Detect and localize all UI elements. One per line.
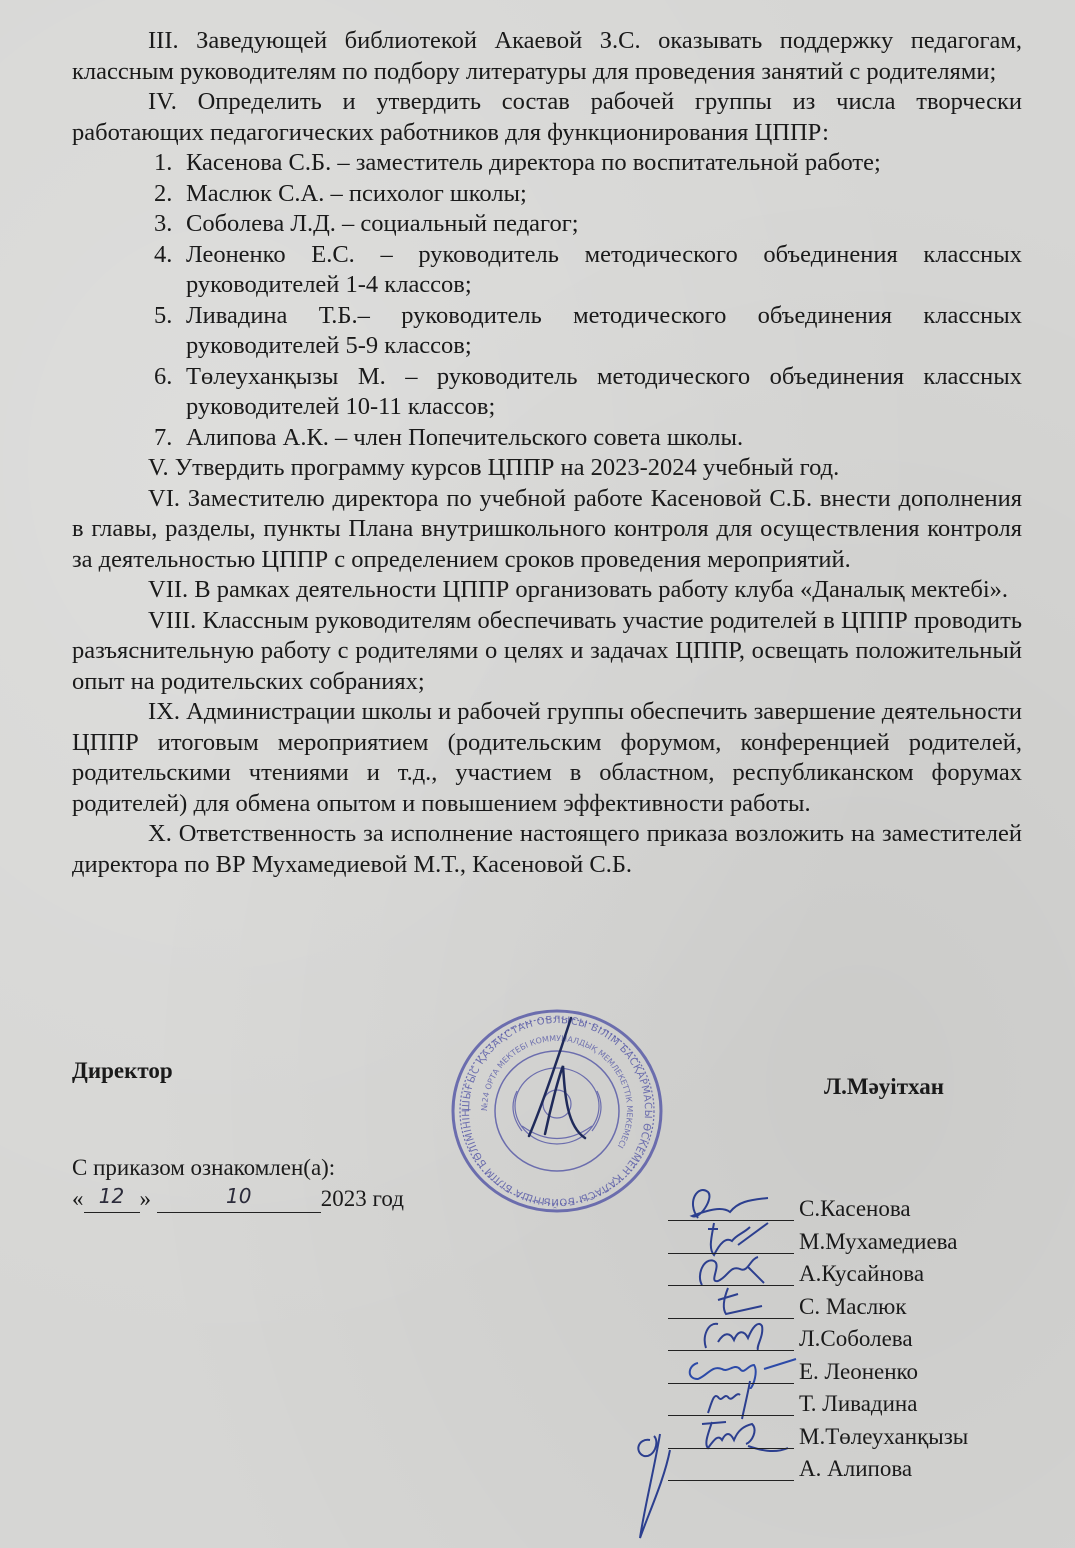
director-label: Директор bbox=[72, 1058, 173, 1083]
acknowledgement-date bbox=[72, 1186, 404, 1213]
official-stamp-icon bbox=[447, 1006, 667, 1216]
roster-name: Л.Соболева bbox=[799, 1326, 913, 1351]
date-year: 2023 год bbox=[320, 1186, 404, 1211]
list-text: Касенова С.Б. – заместитель директора по воспитательной работе; bbox=[186, 149, 881, 176]
signature-icon bbox=[620, 1430, 710, 1540]
list-text: Алипова А.К. – член Попечительского совета школы. bbox=[186, 423, 744, 451]
stamp-inner-text: №24 ОРТА МЕКТЕБІ КОММУНАЛДЫҚ МЕМЛЕКЕТТІК МЕКЕМЕСІ bbox=[479, 1033, 635, 1150]
paragraph-X: X. Ответственность за исполнение настоящего приказа возложить на заместителей директора по ВР Мухамедиевой М.Т., Касеновой С.Б. bbox=[72, 820, 1022, 878]
list-text: Төлеуханқызы М. – руководитель методического объединения классных руководителей 10-11 классов; bbox=[186, 362, 1022, 420]
document-body bbox=[72, 26, 1022, 880]
roster-name: С.Касенова bbox=[799, 1196, 911, 1221]
list-number: 3. bbox=[154, 210, 173, 237]
director-name: Л.Мәуітхан bbox=[824, 1074, 944, 1099]
roster-name: М.Мухамедиева bbox=[799, 1228, 958, 1254]
roster-name: Т. Ливадина bbox=[799, 1391, 918, 1416]
roster-name: Е. Леоненко bbox=[799, 1358, 919, 1384]
list-item bbox=[72, 423, 1022, 454]
roster-name: С. Маслюк bbox=[799, 1293, 907, 1319]
roster-name: А.Кусайнова bbox=[799, 1261, 925, 1286]
list-number: 4. bbox=[154, 240, 173, 268]
paragraph-V: V. Утвердить программу курсов ЦППР на 2023-2024 учебный год. bbox=[148, 454, 840, 481]
list-text: Ливадина Т.Б.– руководитель методического объединения классных руководителей 5-9 классов; bbox=[186, 301, 1022, 359]
list-text: Соболева Л.Д. – социальный педагог; bbox=[186, 210, 579, 237]
signature-block bbox=[72, 1014, 1022, 1538]
date-day: 12 bbox=[98, 1184, 125, 1208]
paragraph-VII: VII. В рамках деятельности ЦППР организовать работу клуба «Даналық мектебі». bbox=[148, 576, 1009, 603]
list-item bbox=[72, 362, 1022, 423]
date-month-field bbox=[157, 1186, 321, 1213]
paragraph-IV: IV. Определить и утвердить состав рабочей группы из числа творчески работающих педагогических работников для функционирования ЦППР: bbox=[72, 88, 1022, 146]
date-day-field bbox=[84, 1186, 140, 1213]
list-text: Леоненко Е.С. – руководитель методического объединения классных руководителей 1-4 классов; bbox=[186, 240, 1022, 298]
paragraph-VIII: VIII. Классным руководителям обеспечивать участие родителей в ЦППР проводить разъяснительную работу с родителями о целях и задачах ЦППР, освещать положительный опыт на родительских собраниях; bbox=[72, 606, 1022, 695]
list-text: Маслюк С.А. – психолог школы; bbox=[186, 179, 527, 207]
quote-close: » bbox=[139, 1186, 151, 1211]
paragraph-IX: IX. Администрации школы и рабочей группы обеспечить завершение деятельности ЦППР итоговым мероприятием (родительским форумом, конференцией родителей, родительскими чтениями и т.д., участием в областном, республиканском форумах родителей) для обмена опытом и повышением эффективности работы. bbox=[72, 698, 1022, 817]
list-item bbox=[72, 240, 1022, 301]
paragraph-III: III. Заведующей библиотекой Акаевой З.С. оказывать поддержку педагогам, классным руководителям по подбору литературы для проведения занятий с родителями; bbox=[72, 27, 1022, 85]
roster-name: М.Төлеуханқызы bbox=[799, 1423, 969, 1449]
date-month: 10 bbox=[226, 1184, 252, 1208]
quote-open: « bbox=[72, 1186, 84, 1211]
list-item bbox=[72, 209, 1022, 240]
list-number: 2. bbox=[154, 179, 173, 207]
list-item bbox=[72, 148, 1022, 179]
list-item bbox=[72, 179, 1022, 210]
working-group-list bbox=[72, 148, 1022, 453]
acknowledgement-label: С приказом ознакомлен(а): bbox=[72, 1155, 336, 1180]
paragraph-VI: VI. Заместителю директора по учебной работе Касеновой С.Б. внести дополнения в главы, разделы, пункты Плана внутришкольного контроля для осуществления контроля за деятельностью ЦППР с определением сроков проведения мероприятий. bbox=[72, 484, 1022, 573]
roster-name: А. Алипова bbox=[799, 1456, 913, 1481]
list-number: 7. bbox=[154, 423, 173, 451]
list-number: 5. bbox=[154, 301, 173, 329]
stamp-outer-text: ШЫҒЫС ҚАЗАҚСТАН ОБЛЫСЫ БІЛІМ БАСҚАРМАСЫ ӨСКЕМЕН ҚАЛАСЫ БОЙЫНША БІЛІМ БӨЛІМІНІҢ bbox=[460, 1014, 654, 1208]
list-number: 6. bbox=[154, 362, 173, 390]
list-number: 1. bbox=[154, 149, 173, 176]
list-item bbox=[72, 301, 1022, 362]
